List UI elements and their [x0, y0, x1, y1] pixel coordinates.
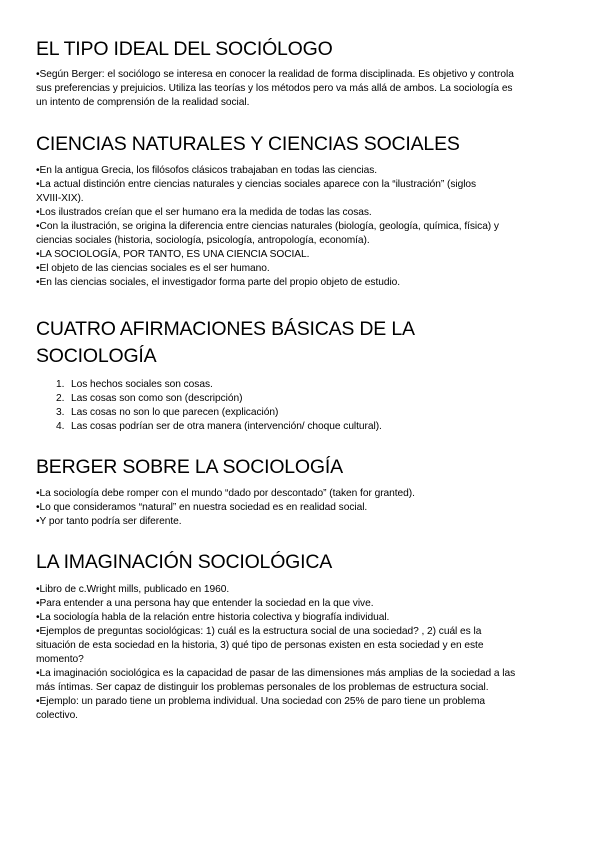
text-line: •La sociología habla de la relación entre historia colectiva y biografía individual. [36, 612, 390, 623]
text-line: •Libro de c.Wright mills, publicado en 1960. [36, 584, 230, 595]
text-line: •LA SOCIOLOGÍA, POR TANTO, ES UNA CIENCIA SOCIAL. [36, 249, 310, 260]
text-line: ciencias sociales (historia, sociología, psicología, antropología, economía). [36, 235, 370, 246]
list-item [56, 378, 570, 392]
text-line: •Para entender a una persona hay que entender la sociedad en la que vive. [36, 598, 374, 609]
paragraph [36, 68, 570, 110]
item-number: 4. [56, 421, 65, 432]
section-heading-line: SOCIOLOGÍA [36, 345, 157, 367]
text-line: •Con la ilustración, se origina la diferencia entre ciencias naturales (biología, geología, química, física) y [36, 221, 499, 232]
text-line: •La imaginación sociológica es la capacidad de pasar de las dimensiones más amplias de la sociedad a las [36, 668, 516, 679]
item-text: Los hechos sociales son cosas. [71, 379, 213, 390]
item-text: Las cosas no son lo que parecen (explicación) [71, 407, 279, 418]
text-line: •Ejemplo: un parado tiene un problema individual. Una sociedad con 25% de paro tiene un problema [36, 696, 486, 707]
numbered-list [36, 378, 570, 434]
text-line: •En la antigua Grecia, los filósofos clásicos trabajaban en todas las ciencias. [36, 165, 378, 176]
section-imaginacion [36, 549, 570, 723]
item-number: 2. [56, 393, 65, 404]
item-number: 1. [56, 379, 65, 390]
text-line: colectivo. [36, 710, 78, 721]
section-berger [36, 454, 570, 529]
section-heading: LA IMAGINACIÓN SOCIOLÓGICA [36, 551, 333, 573]
text-line: •El objeto de las ciencias sociales es el ser humano. [36, 263, 270, 274]
text-line: •Según Berger: el sociólogo se interesa en conocer la realidad de forma disciplinada. Es objetivo y controla [36, 69, 514, 80]
section-heading-line: CUATRO AFIRMACIONES BÁSICAS DE LA [36, 318, 415, 340]
section-heading: EL TIPO IDEAL DEL SOCIÓLOGO [36, 38, 333, 60]
item-number: 3. [56, 407, 65, 418]
text-line: •Y por tanto podría ser diferente. [36, 516, 182, 527]
text-line: •Lo que consideramos “natural” en nuestra sociedad es en realidad social. [36, 502, 368, 513]
list-item [56, 406, 570, 420]
text-line: •La actual distinción entre ciencias naturales y ciencias sociales aparece con la “ilustración” (siglos [36, 179, 477, 190]
list-item [56, 420, 570, 434]
section-cuatro-afirmaciones [36, 316, 570, 434]
bullet-list [36, 164, 570, 290]
list-item [56, 392, 570, 406]
text-line: •La sociología debe romper con el mundo “dado por descontado” (taken for granted). [36, 488, 415, 499]
text-line: XVIII-XIX). [36, 193, 84, 204]
section-heading: CIENCIAS NATURALES Y CIENCIAS SOCIALES [36, 133, 460, 155]
section-ciencias [36, 131, 570, 290]
bullet-list [36, 487, 570, 529]
bullet-list [36, 583, 570, 723]
section-heading: BERGER SOBRE LA SOCIOLOGÍA [36, 456, 343, 478]
text-line: sus preferencias y prejuicios. Utiliza las teorías y los métodos pero va más allá de ambos. La sociología es [36, 83, 513, 94]
text-line: situación de esta sociedad en la historia, 3) qué tipo de personas existen en esta sociedad y en este [36, 640, 484, 651]
text-line: •Ejemplos de preguntas sociológicas: 1) cuál es la estructura social de una sociedad? , 2) cuál es la [36, 626, 482, 637]
item-text: Las cosas podrían ser de otra manera (intervención/ choque cultural). [71, 421, 382, 432]
text-line: momento? [36, 654, 84, 665]
section-tipo-ideal [36, 36, 570, 110]
text-line: •Los ilustrados creían que el ser humano era la medida de todas las cosas. [36, 207, 372, 218]
text-line: •En las ciencias sociales, el investigador forma parte del propio objeto de estudio. [36, 277, 401, 288]
item-text: Las cosas son como son (descripción) [71, 393, 243, 404]
text-line: más íntimas. Ser capaz de distinguir los problemas personales de los problemas de estructura social. [36, 682, 489, 693]
text-line: un intento de comprensión de la realidad social. [36, 97, 250, 108]
